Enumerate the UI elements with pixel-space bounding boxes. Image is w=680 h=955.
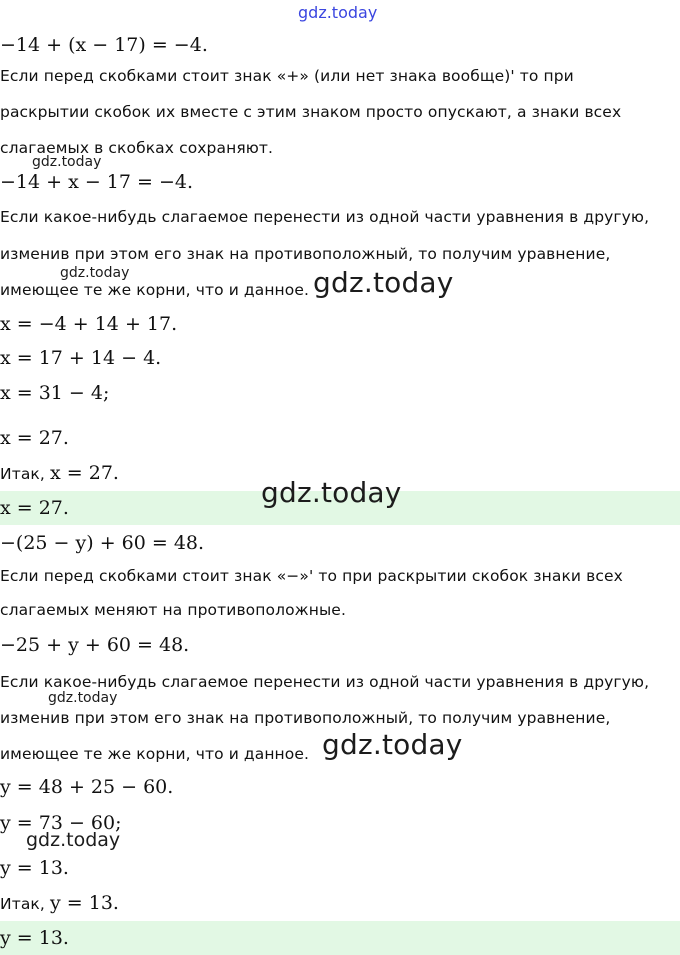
equation-2-expanded: −25 + y + 60 = 48.	[0, 634, 190, 656]
rule-minus-text-line-2: слагаемых меняют на противоположные.	[0, 601, 346, 619]
rule-plus-text-line-3: слагаемых в скобках сохраняют.	[0, 139, 274, 157]
answer-1: x = 27.	[0, 497, 69, 519]
conclusion-word: Итак,	[0, 895, 45, 913]
watermark: gdz.today	[313, 266, 454, 299]
conclusion-2	[0, 891, 119, 915]
watermark: gdz.today	[261, 476, 402, 509]
watermark: gdz.today	[26, 829, 121, 851]
equation-2-step-1: y = 48 + 25 − 60.	[0, 776, 174, 798]
equation-2-step-3: y = 13.	[0, 857, 69, 879]
equation-2-original: −(25 − y) + 60 = 48.	[0, 532, 205, 554]
equation-1-step-1: x = −4 + 14 + 17.	[0, 313, 178, 335]
rule-move-text-line-3: имеющее те же корни, что и данное.	[0, 281, 310, 299]
conclusion-word: Итак,	[0, 465, 45, 483]
equation-2-step-2: y = 73 − 60;	[0, 812, 122, 834]
conclusion-equation: x = 27.	[50, 462, 119, 484]
rule-move-text-line-2: изменив при этом его знак на противоположный, то получим уравнение,	[0, 709, 611, 727]
answer-highlight-2	[0, 921, 680, 955]
rule-plus-text-line-1: Если перед скобками стоит знак «+» (или нет знака вообще)' то при	[0, 67, 574, 85]
equation-1-step-2: x = 17 + 14 − 4.	[0, 347, 162, 369]
rule-move-text-line-1: Если какое-нибудь слагаемое перенести из одной части уравнения в другую,	[0, 208, 650, 226]
answer-2: y = 13.	[0, 927, 69, 949]
watermark: gdz.today	[322, 728, 463, 761]
rule-plus-text-line-2: раскрытии скобок их вместе с этим знаком просто опускают, а знаки всех	[0, 103, 622, 121]
rule-minus-text-line-1: Если перед скобками стоит знак «−»' то при раскрытии скобок знаки всех	[0, 567, 623, 585]
rule-move-text-line-1: Если какое-нибудь слагаемое перенести из одной части уравнения в другую,	[0, 673, 650, 691]
watermark-top: gdz.today	[298, 3, 378, 22]
equation-1-original: −14 + (x − 17) = −4.	[0, 34, 208, 56]
equation-1-step-4: x = 27.	[0, 427, 69, 449]
rule-move-text-line-3: имеющее те же корни, что и данное.	[0, 745, 310, 763]
rule-move-text-line-2: изменив при этом его знак на противоположный, то получим уравнение,	[0, 245, 611, 263]
conclusion-1	[0, 461, 119, 485]
equation-1-step-3: x = 31 − 4;	[0, 382, 110, 404]
watermark: gdz.today	[60, 265, 130, 281]
watermark: gdz.today	[48, 690, 118, 706]
watermark: gdz.today	[32, 154, 102, 170]
conclusion-equation: y = 13.	[50, 892, 119, 914]
equation-1-expanded: −14 + x − 17 = −4.	[0, 171, 194, 193]
